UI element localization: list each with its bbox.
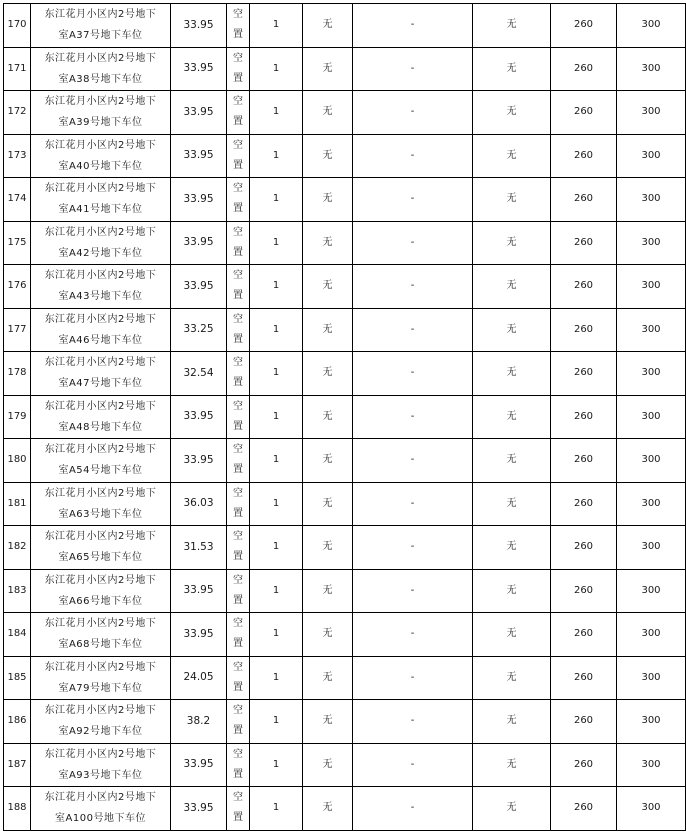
price-low-cell: 260 [551, 4, 617, 48]
location-cell [31, 526, 171, 570]
remark-cell: 无 [473, 134, 551, 178]
dash-cell: - [353, 482, 473, 526]
table-row [4, 743, 686, 787]
quantity-cell: 1 [250, 700, 303, 744]
location-cell [31, 569, 171, 613]
table-row [4, 308, 686, 352]
price-high-cell: 300 [617, 613, 686, 657]
price-high-cell: 300 [617, 482, 686, 526]
price-high-cell: 300 [617, 787, 686, 831]
location-line-1: 东江花月小区内2号地下 [44, 444, 157, 456]
location-cell [31, 91, 171, 135]
remark-cell: 无 [473, 482, 551, 526]
area-cell: 24.05 [171, 656, 227, 700]
price-high-cell: 300 [617, 656, 686, 700]
price-high-cell: 300 [617, 569, 686, 613]
encumbrance-cell: 无 [303, 308, 353, 352]
location-cell [31, 178, 171, 222]
status-cell [227, 178, 250, 222]
area-cell: 33.95 [171, 613, 227, 657]
location-cell [31, 787, 171, 831]
area-cell: 33.95 [171, 439, 227, 483]
table-row [4, 700, 686, 744]
table-row [4, 47, 686, 91]
remark-cell: 无 [473, 47, 551, 91]
remark-cell: 无 [473, 700, 551, 744]
price-low-cell: 260 [551, 395, 617, 439]
quantity-cell: 1 [250, 134, 303, 178]
price-high-cell: 300 [617, 221, 686, 265]
location-cell [31, 308, 171, 352]
quantity-cell: 1 [250, 91, 303, 135]
status-line-2: 置 [233, 812, 243, 824]
area-cell: 33.95 [171, 787, 227, 831]
status-cell [227, 743, 250, 787]
price-low-cell: 260 [551, 743, 617, 787]
quantity-cell: 1 [250, 395, 303, 439]
area-cell: 33.95 [171, 569, 227, 613]
row-number-cell: 180 [4, 439, 31, 483]
status-line-2: 置 [233, 290, 243, 302]
price-high-cell: 300 [617, 47, 686, 91]
dash-cell: - [353, 395, 473, 439]
status-line-1: 空 [233, 618, 243, 630]
status-cell [227, 482, 250, 526]
quantity-cell: 1 [250, 743, 303, 787]
status-line-1: 空 [233, 574, 243, 586]
dash-cell: - [353, 134, 473, 178]
encumbrance-cell: 无 [303, 743, 353, 787]
table-row [4, 134, 686, 178]
price-low-cell: 260 [551, 656, 617, 700]
table-row [4, 178, 686, 222]
row-number-cell: 179 [4, 395, 31, 439]
status-cell [227, 352, 250, 396]
status-line-1: 空 [233, 400, 243, 412]
location-line-2: 室A48号地下车位 [58, 421, 143, 433]
location-line-1: 东江花月小区内2号地下 [44, 357, 157, 369]
dash-cell: - [353, 439, 473, 483]
location-line-1: 东江花月小区内2号地下 [44, 139, 157, 151]
location-line-2: 室A39号地下车位 [58, 117, 143, 129]
status-line-2: 置 [233, 203, 243, 215]
location-line-2: 室A68号地下车位 [58, 639, 143, 651]
location-line-1: 东江花月小区内2号地下 [44, 9, 157, 21]
location-line-1: 东江花月小区内2号地下 [44, 792, 157, 804]
location-cell [31, 221, 171, 265]
area-cell: 31.53 [171, 526, 227, 570]
area-cell: 33.95 [171, 221, 227, 265]
area-cell: 33.95 [171, 134, 227, 178]
price-low-cell: 260 [551, 91, 617, 135]
encumbrance-cell: 无 [303, 700, 353, 744]
status-line-1: 空 [233, 487, 243, 499]
encumbrance-cell: 无 [303, 4, 353, 48]
location-cell [31, 439, 171, 483]
table-row [4, 656, 686, 700]
status-line-1: 空 [233, 705, 243, 717]
status-line-2: 置 [233, 420, 243, 432]
location-line-1: 东江花月小区内2号地下 [44, 270, 157, 282]
remark-cell: 无 [473, 743, 551, 787]
encumbrance-cell: 无 [303, 134, 353, 178]
row-number-cell: 170 [4, 4, 31, 48]
row-number-cell: 174 [4, 178, 31, 222]
encumbrance-cell: 无 [303, 395, 353, 439]
status-line-1: 空 [233, 792, 243, 804]
row-number-cell: 187 [4, 743, 31, 787]
row-number-cell: 176 [4, 265, 31, 309]
quantity-cell: 1 [250, 47, 303, 91]
location-line-1: 东江花月小区内2号地下 [44, 52, 157, 64]
remark-cell: 无 [473, 4, 551, 48]
location-line-1: 东江花月小区内2号地下 [44, 226, 157, 238]
row-number-cell: 188 [4, 787, 31, 831]
quantity-cell: 1 [250, 178, 303, 222]
area-cell: 33.95 [171, 47, 227, 91]
price-high-cell: 300 [617, 4, 686, 48]
location-cell [31, 352, 171, 396]
location-cell [31, 395, 171, 439]
location-line-1: 东江花月小区内2号地下 [44, 400, 157, 412]
status-line-1: 空 [233, 52, 243, 64]
price-high-cell: 300 [617, 91, 686, 135]
dash-cell: - [353, 4, 473, 48]
quantity-cell: 1 [250, 569, 303, 613]
location-line-2: 室A93号地下车位 [58, 769, 143, 781]
location-line-1: 东江花月小区内2号地下 [44, 618, 157, 630]
location-line-1: 东江花月小区内2号地下 [44, 531, 157, 543]
status-cell [227, 221, 250, 265]
location-cell [31, 613, 171, 657]
location-cell [31, 134, 171, 178]
remark-cell: 无 [473, 308, 551, 352]
status-line-1: 空 [233, 96, 243, 108]
location-cell [31, 4, 171, 48]
status-line-2: 置 [233, 551, 243, 563]
encumbrance-cell: 无 [303, 352, 353, 396]
status-line-2: 置 [233, 29, 243, 41]
row-number-cell: 184 [4, 613, 31, 657]
price-low-cell: 260 [551, 221, 617, 265]
status-cell [227, 308, 250, 352]
dash-cell: - [353, 787, 473, 831]
status-line-2: 置 [233, 72, 243, 84]
status-cell [227, 569, 250, 613]
location-line-2: 室A38号地下车位 [58, 73, 143, 85]
encumbrance-cell: 无 [303, 482, 353, 526]
price-high-cell: 300 [617, 526, 686, 570]
location-line-1: 东江花月小区内2号地下 [44, 487, 157, 499]
location-line-1: 东江花月小区内2号地下 [44, 748, 157, 760]
encumbrance-cell: 无 [303, 656, 353, 700]
status-line-2: 置 [233, 333, 243, 345]
status-line-1: 空 [233, 357, 243, 369]
row-number-cell: 178 [4, 352, 31, 396]
location-cell [31, 743, 171, 787]
status-line-1: 空 [233, 531, 243, 543]
encumbrance-cell: 无 [303, 47, 353, 91]
location-line-1: 东江花月小区内2号地下 [44, 313, 157, 325]
remark-cell: 无 [473, 178, 551, 222]
table-row [4, 439, 686, 483]
row-number-cell: 177 [4, 308, 31, 352]
status-cell [227, 134, 250, 178]
status-cell [227, 787, 250, 831]
dash-cell: - [353, 308, 473, 352]
status-cell [227, 395, 250, 439]
price-high-cell: 300 [617, 265, 686, 309]
status-cell [227, 91, 250, 135]
location-line-1: 东江花月小区内2号地下 [44, 96, 157, 108]
location-line-2: 室A100号地下车位 [55, 813, 146, 825]
quantity-cell: 1 [250, 4, 303, 48]
status-line-1: 空 [233, 226, 243, 238]
price-high-cell: 300 [617, 178, 686, 222]
table-row [4, 91, 686, 135]
status-line-2: 置 [233, 464, 243, 476]
location-line-1: 东江花月小区内2号地下 [44, 574, 157, 586]
price-low-cell: 260 [551, 700, 617, 744]
table-row [4, 482, 686, 526]
encumbrance-cell: 无 [303, 178, 353, 222]
quantity-cell: 1 [250, 221, 303, 265]
price-low-cell: 260 [551, 439, 617, 483]
row-number-cell: 183 [4, 569, 31, 613]
price-high-cell: 300 [617, 439, 686, 483]
location-line-2: 室A92号地下车位 [58, 726, 143, 738]
price-low-cell: 260 [551, 482, 617, 526]
dash-cell: - [353, 613, 473, 657]
row-number-cell: 173 [4, 134, 31, 178]
location-line-2: 室A54号地下车位 [58, 465, 143, 477]
area-cell: 33.95 [171, 265, 227, 309]
location-line-1: 东江花月小区内2号地下 [44, 661, 157, 673]
row-number-cell: 171 [4, 47, 31, 91]
location-line-2: 室A47号地下车位 [58, 378, 143, 390]
encumbrance-cell: 无 [303, 569, 353, 613]
quantity-cell: 1 [250, 439, 303, 483]
location-line-2: 室A41号地下车位 [58, 204, 143, 216]
table-row [4, 569, 686, 613]
status-cell [227, 4, 250, 48]
location-line-2: 室A40号地下车位 [58, 160, 143, 172]
dash-cell: - [353, 700, 473, 744]
parking-space-table [3, 3, 686, 831]
row-number-cell: 181 [4, 482, 31, 526]
location-cell [31, 47, 171, 91]
table-row [4, 352, 686, 396]
area-cell: 33.95 [171, 743, 227, 787]
area-cell: 33.25 [171, 308, 227, 352]
status-line-2: 置 [233, 377, 243, 389]
row-number-cell: 175 [4, 221, 31, 265]
status-line-1: 空 [233, 444, 243, 456]
encumbrance-cell: 无 [303, 265, 353, 309]
encumbrance-cell: 无 [303, 91, 353, 135]
location-cell [31, 265, 171, 309]
status-line-2: 置 [233, 725, 243, 737]
location-line-2: 室A79号地下车位 [58, 682, 143, 694]
quantity-cell: 1 [250, 787, 303, 831]
remark-cell: 无 [473, 526, 551, 570]
remark-cell: 无 [473, 352, 551, 396]
price-low-cell: 260 [551, 265, 617, 309]
table-row [4, 787, 686, 831]
location-cell [31, 700, 171, 744]
status-line-1: 空 [233, 9, 243, 21]
price-low-cell: 260 [551, 613, 617, 657]
price-high-cell: 300 [617, 700, 686, 744]
status-line-2: 置 [233, 638, 243, 650]
row-number-cell: 172 [4, 91, 31, 135]
encumbrance-cell: 无 [303, 787, 353, 831]
area-cell: 32.54 [171, 352, 227, 396]
remark-cell: 无 [473, 91, 551, 135]
area-cell: 36.03 [171, 482, 227, 526]
quantity-cell: 1 [250, 352, 303, 396]
location-line-2: 室A42号地下车位 [58, 247, 143, 259]
quantity-cell: 1 [250, 308, 303, 352]
quantity-cell: 1 [250, 613, 303, 657]
table-row [4, 265, 686, 309]
table-body [4, 4, 686, 831]
encumbrance-cell: 无 [303, 221, 353, 265]
quantity-cell: 1 [250, 526, 303, 570]
dash-cell: - [353, 178, 473, 222]
remark-cell: 无 [473, 439, 551, 483]
area-cell: 33.95 [171, 178, 227, 222]
remark-cell: 无 [473, 395, 551, 439]
location-cell [31, 656, 171, 700]
row-number-cell: 185 [4, 656, 31, 700]
document-page [3, 3, 686, 831]
area-cell: 33.95 [171, 91, 227, 135]
quantity-cell: 1 [250, 265, 303, 309]
encumbrance-cell: 无 [303, 439, 353, 483]
status-line-2: 置 [233, 116, 243, 128]
status-line-2: 置 [233, 246, 243, 258]
location-cell [31, 482, 171, 526]
location-line-1: 东江花月小区内2号地下 [44, 705, 157, 717]
row-number-cell: 186 [4, 700, 31, 744]
price-low-cell: 260 [551, 787, 617, 831]
row-number-cell: 182 [4, 526, 31, 570]
dash-cell: - [353, 352, 473, 396]
remark-cell: 无 [473, 265, 551, 309]
status-line-1: 空 [233, 270, 243, 282]
quantity-cell: 1 [250, 482, 303, 526]
status-cell [227, 700, 250, 744]
remark-cell: 无 [473, 569, 551, 613]
location-line-2: 室A63号地下车位 [58, 508, 143, 520]
remark-cell: 无 [473, 221, 551, 265]
location-line-2: 室A65号地下车位 [58, 552, 143, 564]
status-cell [227, 613, 250, 657]
status-line-1: 空 [233, 313, 243, 325]
price-low-cell: 260 [551, 47, 617, 91]
table-row [4, 526, 686, 570]
status-cell [227, 526, 250, 570]
encumbrance-cell: 无 [303, 526, 353, 570]
status-line-2: 置 [233, 768, 243, 780]
location-line-2: 室A46号地下车位 [58, 334, 143, 346]
status-cell [227, 439, 250, 483]
dash-cell: - [353, 265, 473, 309]
table-row [4, 221, 686, 265]
price-high-cell: 300 [617, 395, 686, 439]
dash-cell: - [353, 526, 473, 570]
status-line-2: 置 [233, 159, 243, 171]
dash-cell: - [353, 221, 473, 265]
status-line-1: 空 [233, 183, 243, 195]
price-high-cell: 300 [617, 308, 686, 352]
area-cell: 38.2 [171, 700, 227, 744]
dash-cell: - [353, 569, 473, 613]
location-line-2: 室A37号地下车位 [58, 30, 143, 42]
status-line-2: 置 [233, 594, 243, 606]
price-low-cell: 260 [551, 352, 617, 396]
status-cell [227, 47, 250, 91]
area-cell: 33.95 [171, 4, 227, 48]
price-high-cell: 300 [617, 743, 686, 787]
status-line-2: 置 [233, 507, 243, 519]
dash-cell: - [353, 656, 473, 700]
dash-cell: - [353, 91, 473, 135]
area-cell: 33.95 [171, 395, 227, 439]
table-row [4, 613, 686, 657]
encumbrance-cell: 无 [303, 613, 353, 657]
status-line-1: 空 [233, 661, 243, 673]
price-low-cell: 260 [551, 308, 617, 352]
quantity-cell: 1 [250, 656, 303, 700]
price-high-cell: 300 [617, 134, 686, 178]
location-line-2: 室A43号地下车位 [58, 291, 143, 303]
location-line-2: 室A66号地下车位 [58, 595, 143, 607]
dash-cell: - [353, 47, 473, 91]
status-line-2: 置 [233, 681, 243, 693]
price-low-cell: 260 [551, 134, 617, 178]
remark-cell: 无 [473, 613, 551, 657]
status-cell [227, 656, 250, 700]
status-cell [227, 265, 250, 309]
table-row [4, 395, 686, 439]
dash-cell: - [353, 743, 473, 787]
location-line-1: 东江花月小区内2号地下 [44, 183, 157, 195]
price-low-cell: 260 [551, 526, 617, 570]
status-line-1: 空 [233, 139, 243, 151]
table-row [4, 4, 686, 48]
price-low-cell: 260 [551, 569, 617, 613]
price-high-cell: 300 [617, 352, 686, 396]
status-line-1: 空 [233, 748, 243, 760]
price-low-cell: 260 [551, 178, 617, 222]
remark-cell: 无 [473, 787, 551, 831]
remark-cell: 无 [473, 656, 551, 700]
